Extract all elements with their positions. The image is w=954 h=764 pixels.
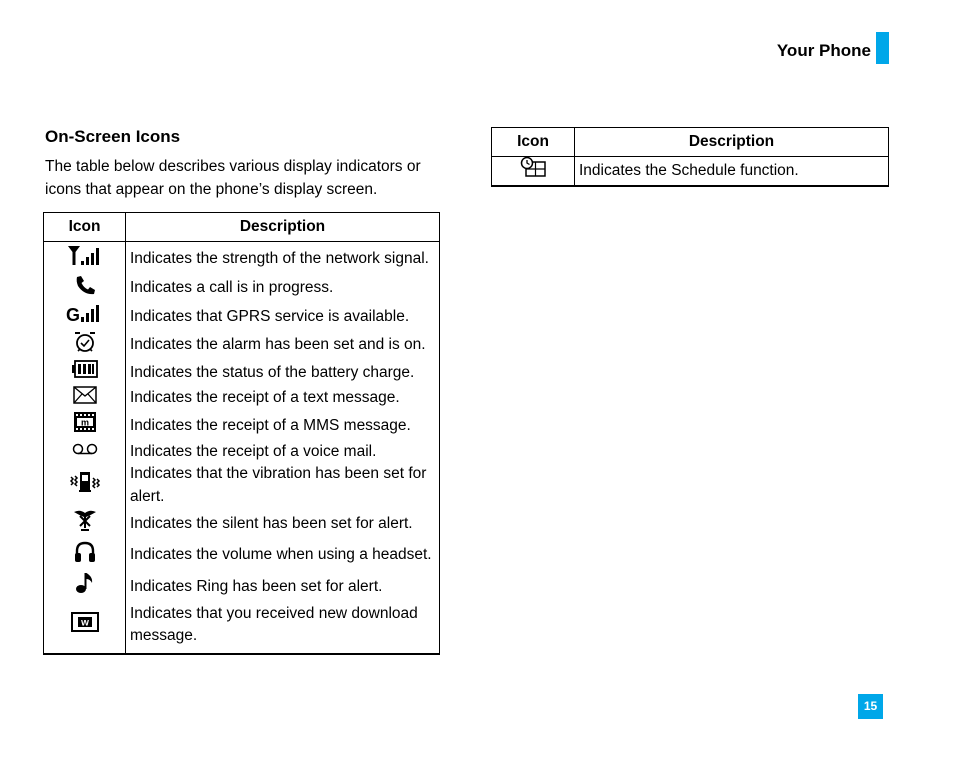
signal-strength-icon bbox=[67, 244, 103, 274]
table-row bbox=[44, 386, 440, 412]
icon-description: Indicates the receipt of a MMS message. bbox=[130, 416, 411, 434]
silent-icon bbox=[72, 508, 98, 540]
schedule-icon-table bbox=[491, 127, 889, 187]
icon-description: Indicates that GPRS service is available. bbox=[130, 307, 410, 325]
table-row bbox=[44, 411, 440, 441]
table-row bbox=[44, 540, 440, 572]
table-row bbox=[44, 603, 440, 654]
table-row bbox=[44, 331, 440, 361]
table-row bbox=[44, 242, 440, 274]
schedule-icon bbox=[520, 157, 546, 185]
icon-description: Indicates the receipt of a text message. bbox=[130, 389, 400, 406]
icon-description: Indicates Ring has been set for alert. bbox=[130, 577, 383, 595]
table-row bbox=[44, 360, 440, 386]
battery-icon bbox=[72, 360, 98, 386]
icon-description: Indicates that you received new download message. bbox=[130, 604, 418, 645]
icon-description: Indicates the Schedule function. bbox=[579, 161, 799, 179]
icon-cell bbox=[44, 571, 126, 603]
icon-column-header: Icon bbox=[492, 128, 575, 157]
table-row bbox=[44, 508, 440, 540]
table-header-row bbox=[44, 213, 440, 242]
table-row bbox=[44, 441, 440, 464]
table-header-row bbox=[492, 128, 889, 157]
table-row bbox=[44, 303, 440, 331]
icon-cell bbox=[44, 242, 126, 274]
icon-description: Indicates the strength of the network signal. bbox=[130, 249, 429, 267]
voicemail-icon bbox=[71, 441, 99, 464]
download-message-icon bbox=[71, 612, 99, 640]
icon-cell bbox=[44, 441, 126, 464]
section-intro: The table below describes various display indicators or icons that appear on the phone’s display screen. bbox=[45, 158, 421, 198]
icon-column-header: Icon bbox=[44, 213, 126, 242]
icon-cell bbox=[44, 411, 126, 441]
alarm-clock-icon bbox=[73, 331, 97, 361]
section-title: On-Screen Icons bbox=[45, 127, 181, 146]
header-accent-bar bbox=[876, 32, 889, 64]
vibration-icon bbox=[69, 471, 101, 501]
envelope-icon bbox=[73, 386, 97, 412]
svg-text:w: w bbox=[80, 617, 89, 629]
icon-cell bbox=[44, 303, 126, 331]
phone-call-icon bbox=[74, 274, 96, 304]
icon-cell bbox=[44, 386, 126, 412]
table-row bbox=[492, 157, 889, 187]
icon-description: Indicates the alarm has been set and is on. bbox=[130, 336, 426, 353]
icon-cell bbox=[44, 331, 126, 361]
table-row bbox=[44, 571, 440, 603]
svg-text:G: G bbox=[65, 305, 80, 323]
icon-cell bbox=[44, 540, 126, 572]
music-note-icon bbox=[74, 571, 96, 603]
gprs-icon bbox=[66, 303, 104, 331]
icon-description: Indicates the status of the battery charge. bbox=[130, 363, 415, 381]
icon-description: Indicates the receipt of a voice mail. bbox=[130, 442, 377, 460]
mms-icon bbox=[73, 411, 97, 441]
page-header-title: Your Phone bbox=[776, 41, 871, 60]
icon-cell bbox=[44, 274, 126, 304]
icon-cell bbox=[44, 463, 126, 508]
icon-cell bbox=[44, 508, 126, 540]
description-column-header: Description bbox=[575, 128, 889, 157]
page-number: 15 bbox=[858, 694, 883, 719]
svg-text:m: m bbox=[80, 417, 89, 428]
headset-icon bbox=[73, 540, 97, 572]
icon-description: Indicates that the vibration has been set for alert. bbox=[130, 465, 427, 505]
icon-cell bbox=[44, 360, 126, 386]
description-column-header: Description bbox=[126, 213, 440, 242]
icon-description: Indicates the silent has been set for alert. bbox=[130, 514, 413, 532]
table-row bbox=[44, 274, 440, 304]
icon-description: Indicates a call is in progress. bbox=[130, 279, 334, 296]
icon-cell bbox=[492, 157, 575, 187]
icon-description: Indicates the volume when using a headset. bbox=[130, 546, 432, 564]
icon-table bbox=[43, 212, 440, 655]
icon-cell bbox=[44, 603, 126, 654]
table-row bbox=[44, 463, 440, 508]
